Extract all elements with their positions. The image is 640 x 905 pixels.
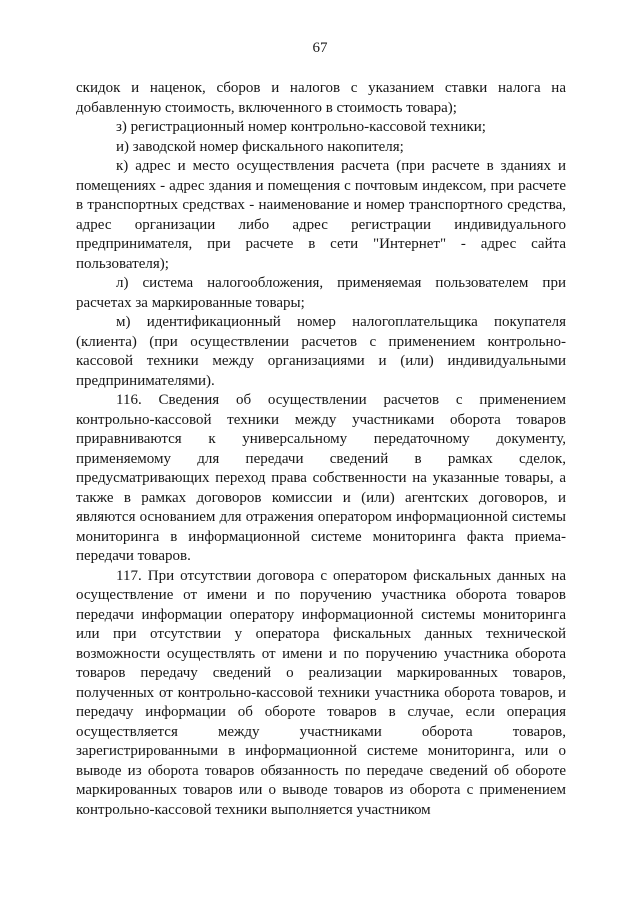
list-item-z: з) регистрационный номер контрольно-кассовой техники; [116, 119, 486, 135]
list-item-m: м) идентификационный номер налогоплательщика покупателя (клиента) (при осуществлении расчетов с применением контрольно-кассовой техники между организациями и (или) индивидуальными предпринимателями). [76, 314, 566, 389]
page-number: 67 [312, 40, 328, 56]
document-body [76, 79, 566, 820]
clause-117: 117. При отсутствии договора с оператором фискальных данных на осуществление от имени и по поручению участника оборота товаров передачи информации оператору информационной системы мониторинга или при отсутствии у оператора фискальных данных технической возможности осуществлять от имени и по поручению участника оборота товаров передачу сведений о реализации маркированных товаров, полученных от контрольно-кассовой техники участника оборота товаров, и передачу информации об обороте товаров в случае, если операция осуществляется между участниками оборота товаров, зарегистрированными в информационной системе мониторинга, или о выводе из оборота товаров обязанность по передаче сведений об обороте маркированных товаров или о выводе товаров из оборота с применением контрольно-кассовой техники выполняется участником [76, 567, 566, 818]
list-item-i: и) заводской номер фискального накопителя; [116, 138, 404, 155]
paragraph-continuation: скидок и наценок, сборов и налогов с указанием ставки налога на добавленную стоимость, включенного в стоимость товара); [76, 80, 566, 116]
clause-116: 116. Сведения об осуществлении расчетов с применением контрольно-кассовой техники между участниками оборота товаров приравниваются к универсальному передаточному документу, применяемому для передачи сведений в рамках сделок, предусматривающих переход права собственности на указанные товары, а также в рамках договоров комиссии и (или) агентских договоров, и являются основанием для отражения оператором информационной системы мониторинга в информационной системе мониторинга факта приема-передачи товаров. [76, 392, 566, 564]
list-item-l: л) система налогообложения, применяемая пользователем при расчетах за маркированные товары; [76, 275, 566, 311]
list-item-k: к) адрес и место осуществления расчета (при расчете в зданиях и помещениях - адрес здания и помещения с почтовым индексом, при расчете в транспортных средствах - наименование и номер транспортного средства, адрес организации либо адрес регистрации индивидуального предпринимателя, при расчете в сети "Интернет" - адрес сайта пользователя); [76, 158, 566, 272]
